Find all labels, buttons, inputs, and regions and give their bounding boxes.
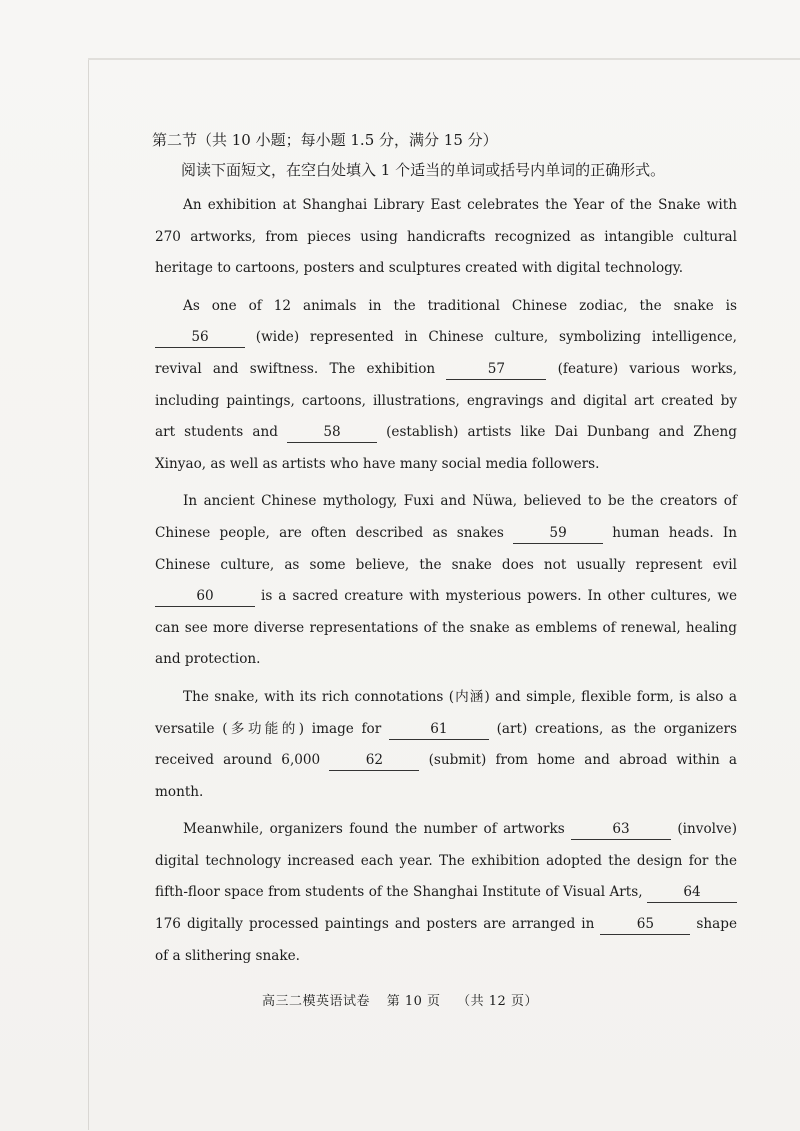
blank-56: 56 bbox=[155, 327, 245, 348]
paragraph-text: (submit) from home and abroad within a month. bbox=[155, 752, 737, 800]
paragraph-text: (wide) represented in Chinese culture, symbolizing intelligence, revival and swiftness. The exhibition bbox=[155, 329, 737, 377]
scan-edge-left bbox=[88, 60, 89, 1130]
footer-title: 高三二模英语试卷 bbox=[262, 994, 371, 1009]
paragraph-text: In ancient Chinese mythology, Fuxi and Nüwa, believed to be the creators of Chinese people, are often described as snakes bbox=[155, 493, 737, 541]
paragraph-text: is a sacred creature with mysterious powers. In other cultures, we can see more diverse representations of the snake as emblems of renewal, healing and protection. bbox=[155, 588, 738, 668]
section-instruction: 阅读下面短文，在空白处填入 1 个适当的单词或括号内单词的正确形式。 bbox=[181, 161, 666, 179]
paragraph-text: Meanwhile, organizers found the number of artworks bbox=[183, 821, 565, 838]
paragraph-text: (involve) digital technology increased each year. The exhibition adopted the design for the fifth-floor space from students of the Shanghai Institute of Visual Arts, bbox=[155, 821, 738, 901]
paragraph-text: The snake, with its rich connotations (内涵) and simple, flexible form, is also a versatile (多功能的) image for bbox=[155, 688, 737, 737]
blank-57: 57 bbox=[446, 359, 546, 380]
blank-58: 58 bbox=[287, 422, 377, 443]
section-heading: 第二节（共 10 小题；每小题 1.5 分，满分 15 分） bbox=[152, 131, 498, 149]
passage-paragraph-5 bbox=[155, 814, 737, 972]
blank-64: 64 bbox=[647, 882, 737, 903]
passage-paragraph-4 bbox=[155, 682, 737, 808]
footer-page-number: 第 10 页 bbox=[386, 994, 441, 1009]
paragraph-text: 176 digitally processed paintings and posters are arranged in bbox=[155, 916, 595, 933]
paragraph-text: human heads. In Chinese culture, as some believe, the snake does not usually represent evil bbox=[155, 524, 738, 573]
paragraph-text: shape of a slithering snake. bbox=[155, 916, 737, 964]
paragraph-text: (establish) artists like Dai Dunbang and Zheng Xinyao, as well as artists who have many social media followers. bbox=[155, 424, 738, 472]
paragraph-text: (art) creations, as the organizers received around 6,000 bbox=[155, 720, 737, 769]
blank-65: 65 bbox=[600, 914, 690, 935]
blank-60: 60 bbox=[155, 586, 255, 607]
page-footer bbox=[0, 990, 800, 1009]
footer-page-total: （共 12 页） bbox=[457, 994, 538, 1009]
paragraph-text: (feature) various works, including paintings, cartoons, illustrations, engravings and digital art created by art students and bbox=[155, 360, 738, 441]
scan-edge-top bbox=[88, 58, 800, 60]
blank-62: 62 bbox=[329, 750, 419, 771]
passage-paragraph-3 bbox=[155, 486, 737, 676]
passage-paragraph-1: An exhibition at Shanghai Library East celebrates the Year of the Snake with 270 artworks, from pieces using handicrafts recognized as intangible cultural heritage to cartoons, posters and sculptures created with digital technology. bbox=[155, 197, 737, 277]
paragraph-text: As one of 12 animals in the traditional Chinese zodiac, the snake is bbox=[183, 297, 737, 314]
blank-61: 61 bbox=[389, 719, 489, 740]
blank-59: 59 bbox=[513, 523, 603, 544]
exam-section bbox=[152, 128, 738, 978]
passage-paragraph-2 bbox=[155, 291, 737, 481]
blank-63: 63 bbox=[571, 819, 671, 840]
